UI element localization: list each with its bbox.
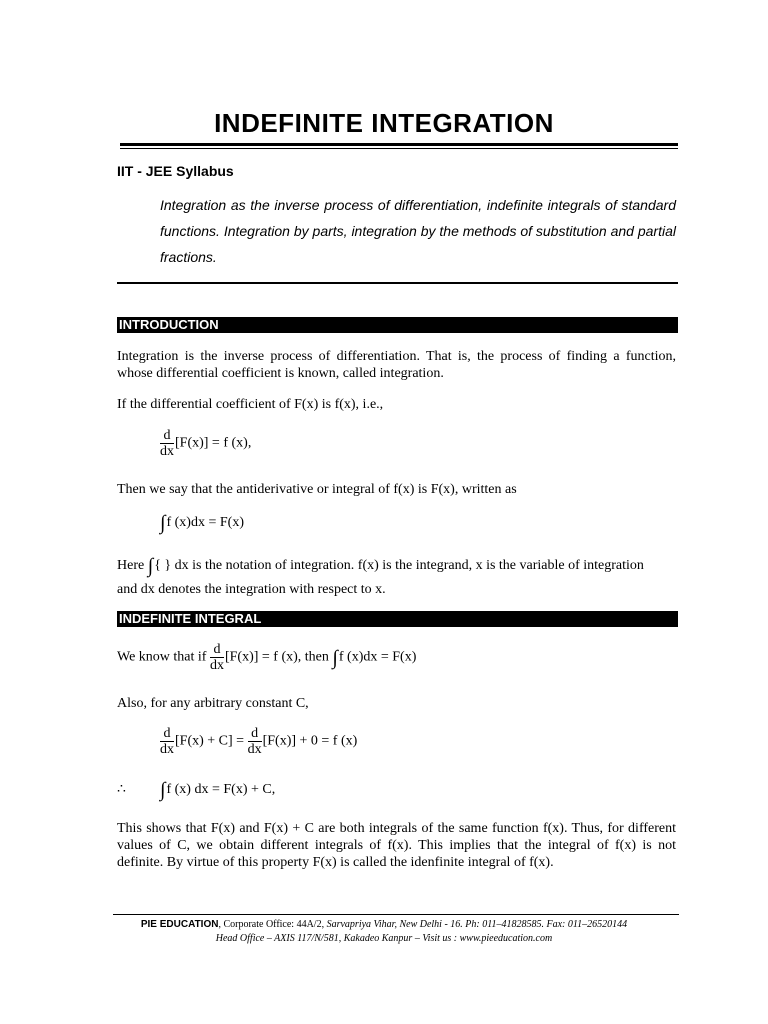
title-rule-thin [120, 148, 678, 149]
intro-paragraph-1: Integration is the inverse process of differentiation. That is, the process of finding a function, whose differential coefficient is known, called integration. [117, 349, 676, 381]
indefinite-integral-heading: INDEFINITE INTEGRAL [117, 611, 678, 627]
footer-line-1: PIE EDUCATION, Corporate Office: 44A/2, Sarvapriya Vihar, New Delhi - 16. Ph: 011–41828585. Fax: 011–26520144 [140, 919, 628, 930]
fraction-d-dx: $\frac{d}{dx}$ [160, 726, 174, 757]
equation-integral-constant: ∫f (x) dx = F(x) + C, [160, 779, 276, 801]
syllabus-text: Integration as the inverse process of differentiation, indefinite integrals of standard functions. Integration by parts, integration by the methods of substitution and partial fractions. [160, 197, 676, 265]
fraction-d-dx: $\frac{d}{dx}$ [209, 642, 224, 673]
integral-sign: ∫ [160, 512, 166, 534]
integral-sign: ∫ [147, 555, 154, 577]
footer-org: PIE EDUCATION [140, 919, 219, 930]
equation-integral: ∫f (x)dx = F(x) [160, 512, 244, 534]
constant-text: Also, for any arbitrary constant C, [117, 696, 309, 711]
equation-derivative: $\frac{d}{dx}$ [F(x)] = f (x), [160, 428, 252, 459]
fraction-d-dx: $\frac{d}{dx}$ [247, 726, 262, 757]
intro-paragraph-3: Then we say that the antiderivative or integral of f(x) is F(x), written as [117, 482, 517, 497]
therefore-symbol: ∴ [117, 782, 126, 797]
footer-line-2: Head Office – AXIS 117/N/581, Kakadeo Kanpur – Visit us : www.pieeducation.com [215, 933, 553, 944]
page-title: INDEFINITE INTEGRATION [214, 108, 554, 138]
section-divider [117, 282, 678, 284]
title-rule-thick [120, 143, 678, 146]
equation-we-know: We know that if $\frac{d}{dx}$ [F(x)] = f (x), then ∫f (x)dx = F(x) [117, 642, 417, 673]
intro-paragraph-2: If the differential coefficient of F(x) is f(x), i.e., [117, 397, 384, 412]
fraction-d-dx: $\frac{d}{dx}$ [160, 428, 174, 459]
introduction-heading: INTRODUCTION [117, 317, 678, 333]
integral-sign: ∫ [332, 646, 338, 669]
equation-constant: $\frac{d}{dx}$ [F(x) + C] = $\frac{d}{dx}$ [F(x)] + 0 = f (x) [160, 726, 358, 757]
footer-rule [113, 914, 679, 915]
syllabus-heading: IIT - JEE Syllabus [117, 163, 234, 179]
integral-sign: ∫ [160, 779, 166, 801]
final-paragraph: This shows that F(x) and F(x) + C are both integrals of the same function f(x). Thus, for different values of C, we obtain different integrals of f(x). This implies that the integral of f(x) is not definite. By virtue of this property F(x) is called the idenfinite integral of f(x). [117, 821, 676, 870]
intro-paragraph-4: Here ∫{ } dx is the notation of integration. f(x) is the integrand, x is the variable of integration and dx denotes the integration with respect to x. [117, 555, 644, 597]
